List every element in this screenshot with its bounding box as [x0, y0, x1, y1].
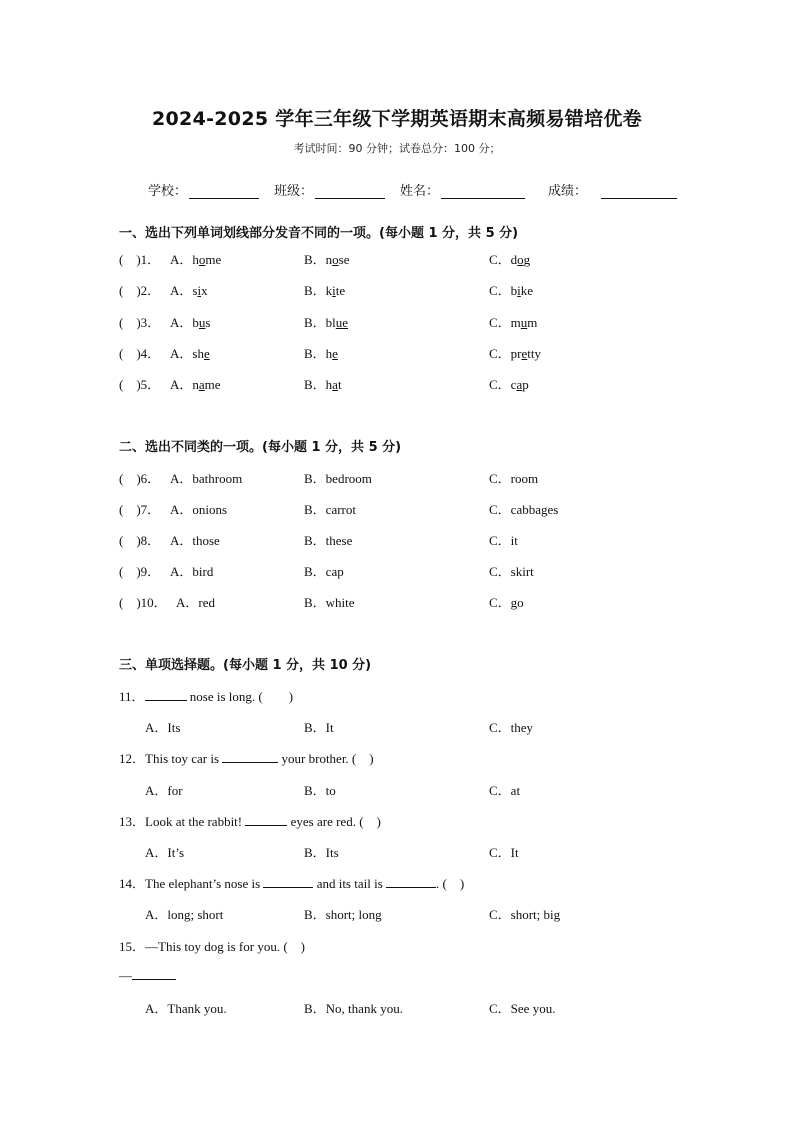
response-text — [119, 967, 176, 984]
option-letter: A． — [170, 252, 193, 267]
word-part: s — [205, 315, 211, 330]
option-c[interactable] — [489, 249, 530, 268]
word-part: h — [325, 377, 333, 392]
word-part: h — [192, 252, 199, 267]
stem-part: —This toy dog is for you. ( ) — [145, 939, 305, 954]
option-b[interactable]: B．these — [304, 533, 353, 548]
question-number: ( )6． — [119, 471, 161, 486]
option-a[interactable]: A．It’s — [145, 845, 185, 860]
question-row — [0, 592, 794, 612]
option-letter: B． — [304, 283, 326, 298]
underlined-part: u — [520, 315, 528, 330]
option-letter: C． — [489, 315, 511, 330]
question-number: ( )10． — [119, 595, 167, 610]
score-field[interactable] — [548, 180, 677, 199]
options-row — [0, 842, 794, 862]
question-text — [119, 873, 464, 892]
word-part: m — [527, 315, 538, 330]
word-part: k — [325, 283, 333, 298]
answer-blank[interactable] — [386, 875, 436, 888]
school-label: 学校： — [148, 184, 188, 199]
option-a[interactable]: A．bird — [170, 564, 214, 579]
options-row — [0, 904, 794, 924]
question-row — [0, 561, 794, 581]
option-a[interactable]: A．those — [170, 533, 220, 548]
word-part: se — [338, 252, 350, 267]
question-text — [119, 936, 305, 955]
underlined-part: o — [198, 252, 206, 267]
underlined-part: e — [332, 346, 338, 361]
underlined-part: ue — [335, 315, 349, 330]
option-b[interactable]: B．It — [304, 720, 334, 735]
option-b[interactable] — [304, 280, 345, 299]
underlined-part: u — [198, 315, 206, 330]
option-b[interactable]: B．carrot — [304, 502, 356, 517]
question-number: ( )4． — [119, 346, 161, 361]
options-row — [0, 717, 794, 737]
question-stem — [0, 936, 794, 956]
class-blank[interactable] — [315, 184, 385, 199]
underlined-part: i — [332, 283, 336, 298]
name-field[interactable] — [400, 180, 525, 199]
stem-part: This toy car is — [145, 751, 223, 766]
question-row — [0, 280, 794, 300]
score-label: 成绩： — [548, 184, 588, 199]
question-number: ( )8． — [119, 533, 161, 548]
class-label: 班级： — [274, 184, 314, 199]
question-stem — [0, 748, 794, 768]
stem-part: The elephant’s nose is — [145, 876, 264, 891]
option-b[interactable]: B．white — [304, 595, 355, 610]
word-part: b — [192, 315, 199, 330]
option-letter: B． — [304, 346, 326, 361]
question-number: ( )5． — [119, 377, 161, 392]
question-number: ( )3． — [119, 315, 161, 330]
question-stem — [0, 686, 794, 706]
question-row — [0, 343, 794, 363]
option-a[interactable]: A．long; short — [145, 907, 224, 922]
stem-part: nose is long. ( ) — [186, 689, 294, 704]
option-b[interactable]: B．Its — [304, 845, 339, 860]
section-2-title: 二、选出不同类的一项。(每小题 1 分，共 5 分) — [119, 440, 402, 455]
option-a[interactable]: A．onions — [170, 502, 228, 517]
word-part: bl — [325, 315, 336, 330]
question-number: ( )7． — [119, 502, 161, 517]
word-part: c — [510, 377, 517, 392]
answer-blank[interactable] — [222, 750, 278, 763]
word-part: p — [522, 377, 529, 392]
question-number: ( )9． — [119, 564, 161, 579]
option-letter: A． — [170, 283, 193, 298]
question-number: ( )2． — [119, 283, 161, 298]
dash: — — [119, 968, 132, 983]
option-a[interactable] — [170, 280, 208, 299]
word-part: m — [510, 315, 521, 330]
word-part: sh — [192, 346, 204, 361]
options-row — [0, 998, 794, 1018]
word-part: t — [337, 377, 342, 392]
school-blank[interactable] — [189, 184, 259, 199]
option-c[interactable] — [489, 343, 541, 362]
option-letter: B． — [304, 315, 326, 330]
school-field[interactable] — [148, 180, 259, 199]
question-number: 12． — [119, 751, 146, 766]
option-c[interactable]: C．It — [489, 845, 519, 860]
option-c[interactable] — [489, 374, 529, 393]
option-c[interactable]: C．See you. — [489, 1001, 556, 1016]
option-c[interactable]: C．go — [489, 595, 524, 610]
option-letter: B． — [304, 377, 326, 392]
question-number: 14． — [119, 876, 146, 891]
exam-info: 考试时间：90 分钟；试卷总分：100 分； — [293, 142, 501, 155]
response-line — [0, 967, 794, 987]
word-part: me — [204, 377, 221, 392]
page-title: 2024-2025 学年三年级下学期英语期末高频易错培优卷 — [152, 108, 642, 130]
option-c[interactable]: C．cabbages — [489, 502, 559, 517]
option-b[interactable]: B．bedroom — [304, 471, 372, 486]
question-row — [0, 499, 794, 519]
option-letter: C． — [489, 377, 511, 392]
option-c[interactable]: C．short; big — [489, 907, 561, 922]
word-part: tty — [527, 346, 542, 361]
option-letter: C． — [489, 252, 511, 267]
word-part: h — [325, 346, 333, 361]
underlined-part: a — [198, 377, 205, 392]
question-number: 15． — [119, 939, 146, 954]
stem-part: . ( ) — [436, 876, 465, 891]
option-b[interactable] — [304, 312, 348, 331]
answer-blank[interactable] — [263, 875, 313, 888]
word-part: me — [205, 252, 222, 267]
stem-part: Look at the rabbit! — [145, 814, 246, 829]
word-part: ke — [520, 283, 534, 298]
option-a[interactable] — [170, 249, 221, 268]
question-row — [0, 468, 794, 488]
question-row — [0, 249, 794, 269]
question-row — [0, 374, 794, 394]
option-b[interactable] — [304, 249, 350, 268]
option-a[interactable]: A．Its — [145, 720, 181, 735]
word-part: pr — [510, 346, 522, 361]
score-blank[interactable] — [601, 184, 677, 199]
option-letter: C． — [489, 346, 511, 361]
class-field[interactable] — [274, 180, 385, 199]
question-text — [119, 686, 293, 705]
question-row — [0, 530, 794, 550]
question-text — [119, 748, 374, 767]
underlined-part: i — [517, 283, 521, 298]
question-stem — [0, 811, 794, 831]
option-letter: C． — [489, 283, 511, 298]
word-part: d — [510, 252, 518, 267]
option-letter: B． — [304, 252, 326, 267]
word-part: n — [325, 252, 333, 267]
option-c[interactable] — [489, 312, 537, 331]
word-part: te — [335, 283, 346, 298]
option-c[interactable]: C．at — [489, 783, 521, 798]
option-b[interactable] — [304, 343, 338, 362]
question-text — [119, 811, 381, 830]
underlined-part: a — [516, 377, 523, 392]
word-part: b — [510, 283, 518, 298]
answer-blank[interactable] — [145, 688, 187, 701]
underlined-part: e — [521, 346, 528, 361]
name-blank[interactable] — [441, 184, 525, 199]
underlined-part: i — [197, 283, 202, 298]
option-c[interactable]: C．it — [489, 533, 518, 548]
option-a[interactable] — [170, 374, 221, 393]
option-a[interactable] — [170, 343, 210, 362]
option-a[interactable]: A．Thank you. — [145, 1001, 227, 1016]
option-a[interactable] — [170, 312, 210, 331]
answer-blank[interactable] — [132, 967, 176, 980]
section-3-title: 三、单项选择题。(每小题 1 分，共 10 分) — [119, 658, 372, 673]
underlined-part: o — [332, 252, 339, 267]
question-number: 11． — [119, 689, 145, 704]
question-number: ( )1． — [119, 252, 161, 267]
option-a[interactable]: A．for — [145, 783, 183, 798]
options-row — [0, 780, 794, 800]
underlined-part: o — [517, 252, 524, 267]
question-number: 13． — [119, 814, 146, 829]
section-1-title: 一、选出下列单词划线部分发音不同的一项。(每小题 1 分，共 5 分) — [119, 226, 519, 241]
word-part: n — [192, 377, 199, 392]
option-c[interactable]: C．they — [489, 720, 534, 735]
underlined-part: e — [203, 346, 210, 361]
stem-part: eyes are red. ( ) — [287, 814, 381, 829]
option-letter: A． — [170, 346, 193, 361]
name-label: 姓名： — [400, 184, 440, 199]
stem-part: your brother. ( ) — [278, 751, 374, 766]
option-b[interactable]: B．to — [304, 783, 336, 798]
underlined-part: a — [332, 377, 338, 392]
option-c[interactable]: C．skirt — [489, 564, 534, 579]
option-a[interactable]: A．bathroom — [170, 471, 243, 486]
option-c[interactable]: C．room — [489, 471, 539, 486]
word-part: g — [523, 252, 531, 267]
option-b[interactable]: B．short; long — [304, 907, 382, 922]
option-a[interactable]: A．red — [176, 595, 215, 610]
stem-part: and its tail is — [313, 876, 387, 891]
option-letter: A． — [170, 315, 193, 330]
option-b[interactable] — [304, 374, 342, 393]
question-stem — [0, 873, 794, 893]
answer-blank[interactable] — [245, 813, 287, 826]
word-part: s — [192, 283, 198, 298]
option-c[interactable] — [489, 280, 533, 299]
word-part: x — [201, 283, 208, 298]
option-b[interactable]: B．cap — [304, 564, 344, 579]
option-letter: A． — [170, 377, 193, 392]
question-row — [0, 312, 794, 332]
option-b[interactable]: B．No, thank you. — [304, 1001, 403, 1016]
